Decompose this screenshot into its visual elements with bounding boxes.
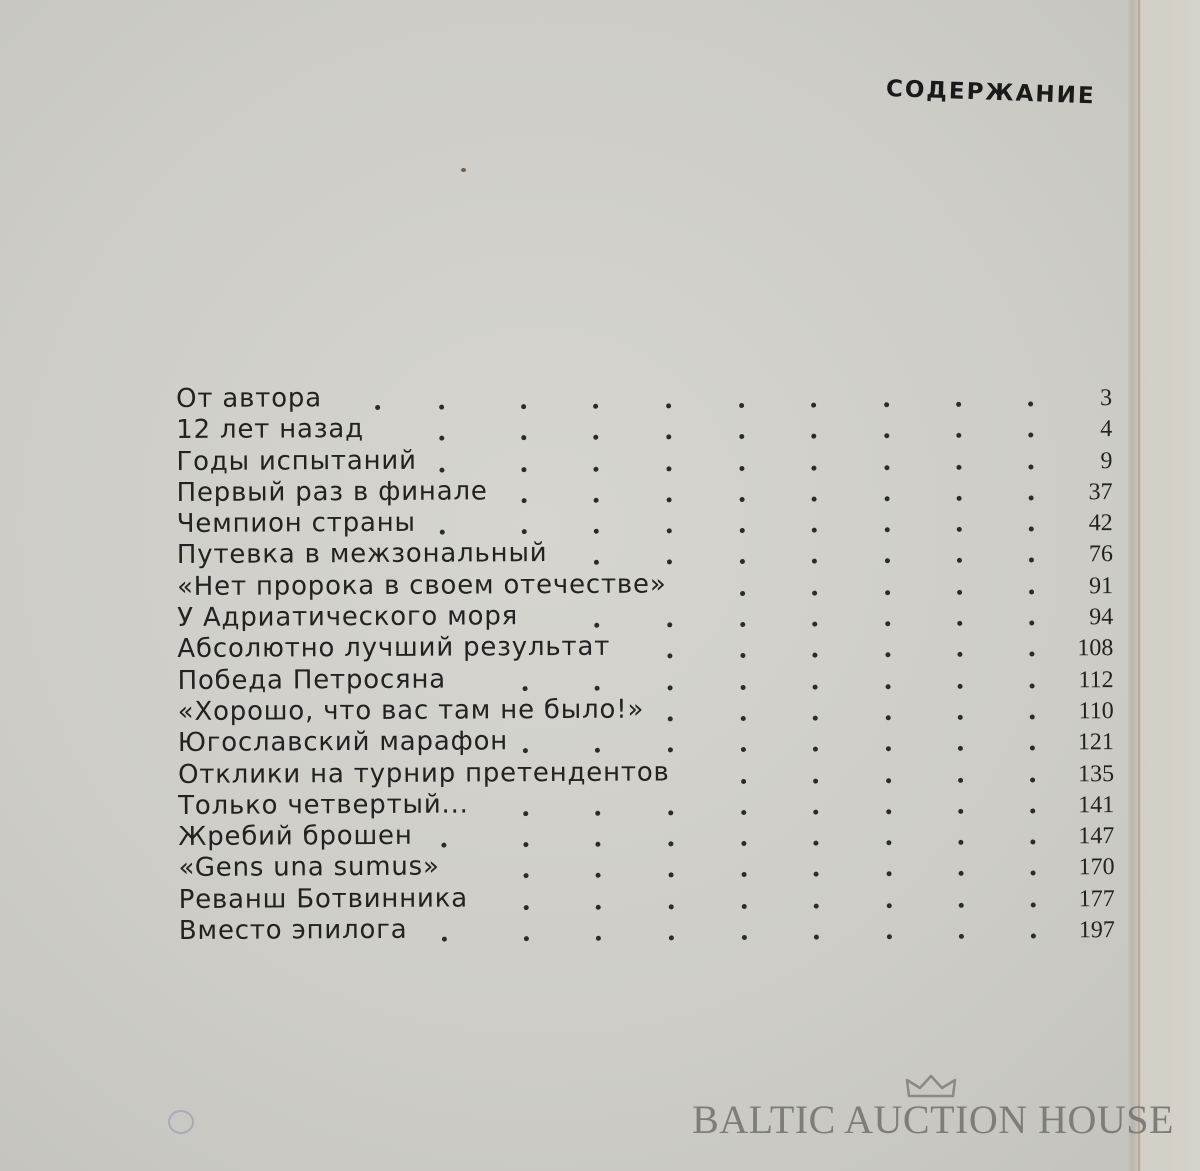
toc-entry	[179, 911, 1115, 947]
dot-leader	[811, 434, 816, 439]
toc-entry-page-number: 37	[1088, 478, 1113, 506]
dot-leader	[523, 686, 528, 691]
dot-leader	[812, 622, 817, 627]
dot-leader	[668, 748, 673, 753]
dot-leader	[523, 811, 528, 816]
dot-leader	[666, 466, 671, 471]
dot-leader	[1031, 871, 1036, 876]
dot-leader	[956, 464, 961, 469]
dot-leader	[594, 529, 599, 534]
dot-leader	[595, 811, 600, 816]
dot-leader	[522, 529, 527, 534]
dot-leader	[522, 498, 527, 503]
dot-leader	[958, 840, 963, 845]
dot-leader	[669, 873, 674, 878]
watermark-text: BALTIC AUCTION HOUSE	[692, 1097, 1174, 1142]
toc-entry-title: Абсолютно лучший результат	[177, 632, 611, 665]
dot-leader	[668, 685, 673, 690]
dot-leader	[884, 434, 889, 439]
dot-leader	[813, 684, 818, 689]
dot-leader	[375, 405, 380, 410]
dot-leader	[957, 621, 962, 626]
dot-leader	[740, 497, 745, 502]
dot-leader	[814, 935, 819, 940]
dot-leader	[524, 905, 529, 910]
toc-entry-page-number: 170	[1078, 854, 1115, 881]
dot-leader	[885, 621, 890, 626]
dot-leader	[886, 840, 891, 845]
dot-leader	[439, 405, 444, 410]
toc-entry-title: «Gens una sumus»	[178, 852, 440, 884]
toc-entry-title: Вместо эпилога	[178, 914, 408, 947]
dot-leader	[740, 653, 745, 658]
dot-leader	[523, 842, 528, 847]
toc-entry	[178, 723, 1114, 759]
toc-entry-page-number: 76	[1088, 541, 1113, 568]
dot-leader	[958, 715, 963, 720]
toc-entry-page-number: 3	[1100, 385, 1113, 412]
dot-leader	[669, 935, 674, 940]
dot-leader	[886, 715, 891, 720]
dot-leader	[741, 841, 746, 846]
dot-leader	[521, 467, 526, 472]
dot-leader	[440, 530, 445, 535]
dot-leader	[1030, 808, 1035, 813]
dot-leader	[812, 497, 817, 502]
dot-leader	[959, 903, 964, 908]
dot-leader	[1030, 777, 1035, 782]
dot-leader	[812, 590, 817, 595]
dot-leader	[524, 936, 529, 941]
toc-entry-page-number: 42	[1088, 510, 1113, 537]
toc-entry-page-number: 141	[1078, 791, 1115, 819]
dot-leader	[956, 433, 961, 438]
dot-leader	[666, 435, 671, 440]
dot-leader	[885, 496, 890, 501]
toc-entry-title: Победа Петросяна	[177, 664, 447, 696]
toc-entry	[177, 567, 1113, 603]
dot-leader	[666, 403, 671, 408]
toc-entry	[178, 849, 1114, 885]
toc-entry	[178, 817, 1114, 853]
toc-entry-page-number: 108	[1077, 635, 1114, 662]
dot-leader	[523, 748, 528, 753]
dot-leader	[740, 560, 745, 565]
dot-leader	[958, 809, 963, 814]
dot-leader	[667, 497, 672, 502]
toc-entry	[177, 598, 1113, 634]
dot-leader	[1030, 746, 1035, 751]
dot-leader	[959, 934, 964, 939]
dot-leader	[1031, 934, 1036, 939]
dot-leader	[741, 716, 746, 721]
dot-leader	[739, 434, 744, 439]
dot-leader	[887, 903, 892, 908]
dot-leader	[1030, 683, 1035, 688]
dot-leader	[741, 685, 746, 690]
dot-leader	[885, 590, 890, 595]
toc-entry-title: Югославский марафон	[177, 726, 509, 759]
dot-leader	[739, 403, 744, 408]
toc-entry-title: 12 лет назад	[176, 414, 364, 446]
dot-leader	[813, 778, 818, 783]
dot-leader	[521, 435, 526, 440]
dot-leader	[667, 622, 672, 627]
toc-entry	[176, 473, 1112, 509]
dot-leader	[740, 528, 745, 533]
dot-leader	[594, 498, 599, 503]
dot-leader	[740, 622, 745, 627]
toc-entry-title: Только четвертый...	[178, 789, 469, 821]
dot-leader	[957, 496, 962, 501]
toc-entry	[178, 692, 1114, 728]
toc-entry-page-number: 110	[1078, 698, 1114, 725]
contents-heading: СОДЕРЖАНИЕ	[885, 76, 1096, 110]
dot-leader	[957, 590, 962, 595]
dot-leader	[668, 842, 673, 847]
dot-leader	[596, 905, 601, 910]
dot-leader	[886, 809, 891, 814]
toc-entry-title: Годы испытаний	[176, 445, 417, 477]
dot-leader	[887, 872, 892, 877]
toc-entry	[178, 786, 1114, 822]
dot-leader	[813, 716, 818, 721]
toc-entry-title: Отклики на турнир претендентов	[177, 756, 670, 790]
dot-leader	[441, 843, 446, 848]
dot-leader	[886, 778, 891, 783]
dot-leader	[593, 435, 598, 440]
toc-entry-title: «Хорошо, что вас там не было!»	[177, 694, 645, 727]
dot-leader	[1031, 902, 1036, 907]
toc-entry-page-number: 4	[1100, 416, 1113, 443]
dot-leader	[814, 903, 819, 908]
dot-leader	[439, 467, 444, 472]
toc-entry-page-number: 9	[1100, 447, 1113, 474]
dot-leader	[1028, 402, 1033, 407]
dot-leader	[593, 404, 598, 409]
dot-leader	[887, 934, 892, 939]
dot-leader	[958, 684, 963, 689]
dot-leader	[886, 684, 891, 689]
toc-entry-title: От автора	[176, 383, 322, 414]
dot-leader	[1029, 652, 1034, 657]
dot-leader	[442, 937, 447, 942]
dot-leader	[958, 777, 963, 782]
dot-leader	[741, 747, 746, 752]
toc-entry-page-number: 197	[1078, 917, 1115, 944]
toc-entry	[177, 661, 1113, 697]
dot-leader	[742, 904, 747, 909]
dot-leader	[956, 402, 961, 407]
toc-entry-title: У Адриатического моря	[177, 601, 519, 634]
dot-leader	[813, 747, 818, 752]
dot-leader	[667, 654, 672, 659]
toc-entry-title: «Нет пророка в своем отечестве»	[176, 569, 667, 602]
dot-leader	[521, 404, 526, 409]
dot-leader	[1028, 464, 1033, 469]
dot-leader	[814, 872, 819, 877]
paper-speck	[461, 168, 466, 172]
dot-leader	[594, 560, 599, 565]
dot-leader	[741, 779, 746, 784]
dot-leader	[594, 623, 599, 628]
gutter-edge	[1138, 0, 1140, 1171]
toc-entry-page-number: 177	[1078, 885, 1115, 913]
dot-leader	[1029, 589, 1034, 594]
dot-leader	[668, 716, 673, 721]
dot-leader	[885, 559, 890, 564]
toc-entry-page-number: 91	[1089, 572, 1114, 600]
dot-leader	[958, 746, 963, 751]
dot-leader	[667, 529, 672, 534]
dot-leader	[740, 591, 745, 596]
toc-entry-page-number: 121	[1077, 729, 1114, 756]
dot-leader	[1030, 840, 1035, 845]
dot-leader	[596, 873, 601, 878]
toc-entry	[179, 880, 1115, 916]
dot-leader	[439, 436, 444, 441]
dot-leader	[886, 747, 891, 752]
toc-entry-page-number: 147	[1078, 823, 1115, 850]
dot-leader	[739, 466, 744, 471]
dot-leader	[595, 842, 600, 847]
toc-entry-title: Первый раз в финале	[176, 476, 488, 508]
toc-entry	[177, 629, 1113, 665]
dot-leader	[1029, 495, 1034, 500]
dot-leader	[885, 527, 890, 532]
dot-leader	[524, 874, 529, 879]
toc-entry-page-number: 135	[1077, 760, 1115, 787]
toc-entry-title: Путевка в межзональный	[176, 538, 548, 571]
toc-entry-title: Реванш Ботвинника	[178, 883, 469, 915]
toc-entry-page-number: 94	[1089, 604, 1114, 631]
dot-leader	[1029, 558, 1034, 563]
dot-leader	[957, 558, 962, 563]
dot-leader	[884, 402, 889, 407]
dot-leader	[1029, 527, 1034, 532]
dot-leader	[812, 653, 817, 658]
dot-leader	[742, 872, 747, 877]
dot-leader	[596, 936, 601, 941]
dot-leader	[667, 560, 672, 565]
dot-leader	[1030, 714, 1035, 719]
dot-leader	[885, 653, 890, 658]
toc-entry	[176, 442, 1112, 478]
dot-leader	[811, 403, 816, 408]
toc-entry-title: Жребий брошен	[178, 820, 413, 853]
dot-leader	[668, 810, 673, 815]
ink-stamp-mark	[168, 1110, 194, 1134]
dot-leader	[811, 465, 816, 470]
toc-entry	[177, 536, 1113, 572]
toc-entry-page-number: 112	[1078, 666, 1114, 693]
dot-leader	[812, 528, 817, 533]
toc-entry-title: Чемпион страны	[176, 507, 416, 540]
dot-leader	[595, 685, 600, 690]
toc-entry	[177, 504, 1113, 540]
dot-leader	[593, 466, 598, 471]
dot-leader	[884, 465, 889, 470]
table-of-contents	[176, 379, 1115, 947]
toc-entry	[176, 410, 1112, 446]
toc-entry	[178, 755, 1114, 791]
dot-leader	[1028, 433, 1033, 438]
dot-leader	[957, 527, 962, 532]
dot-leader	[669, 904, 674, 909]
toc-entry	[176, 379, 1112, 415]
dot-leader	[1029, 621, 1034, 626]
dot-leader	[813, 810, 818, 815]
dot-leader	[741, 810, 746, 815]
dot-leader	[595, 748, 600, 753]
dot-leader	[813, 841, 818, 846]
dot-leader	[959, 871, 964, 876]
dot-leader	[742, 935, 747, 940]
dot-leader	[812, 559, 817, 564]
dot-leader	[957, 652, 962, 657]
